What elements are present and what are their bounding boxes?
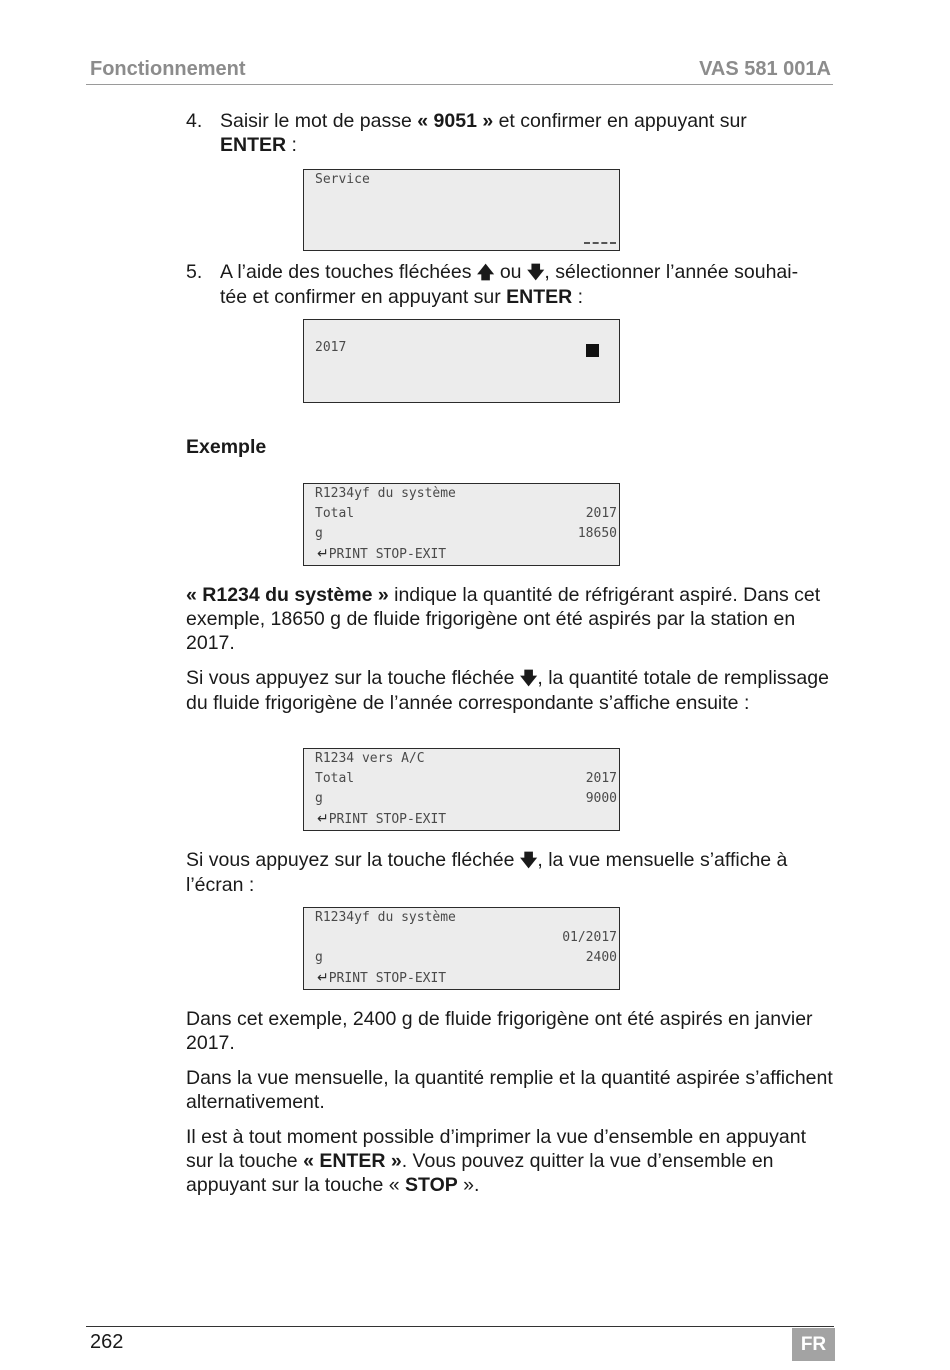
model-number: VAS 581 001A <box>699 58 831 80</box>
lcd-line <box>315 968 617 988</box>
down-arrow-icon: 🡇 <box>526 263 545 283</box>
lcd-label: Total <box>315 506 355 521</box>
lcd-label: g <box>315 791 323 806</box>
enter-return-icon: ↵ <box>317 970 329 986</box>
enter-key-label: ENTER <box>220 134 287 156</box>
lcd-line <box>315 948 617 968</box>
lcd-value: 2017 <box>585 771 617 786</box>
step-4-text <box>220 109 832 157</box>
lcd-label: g <box>315 950 323 965</box>
step-5-text-part: , sélectionner l’année souhai- <box>544 261 799 283</box>
stop-key-label: STOP <box>405 1174 458 1196</box>
lcd-value: 18650 <box>577 526 617 541</box>
lcd-value: 2400 <box>585 950 617 965</box>
lcd-line: R1234 vers A/C <box>315 751 425 766</box>
lcd-line <box>315 809 617 829</box>
paragraph-text: Si vous appuyez sur la touche fléchée <box>186 849 520 871</box>
step-4-number: 4. <box>186 110 203 132</box>
lcd-value: 01/2017 <box>562 930 617 945</box>
lcd-line <box>315 524 617 544</box>
lcd-month-screen <box>303 907 620 990</box>
step-5-text-part: tée et confirmer en appuyant sur <box>220 286 507 308</box>
lcd-softkeys: PRINT STOP-EXIT <box>328 971 447 986</box>
enter-return-icon: ↵ <box>317 546 329 562</box>
paragraph-text: Si vous appuyez sur la touche fléchée <box>186 667 520 689</box>
step-5-text <box>220 260 832 309</box>
step-5-text-part: ou <box>494 261 527 283</box>
language-badge: FR <box>792 1328 835 1361</box>
lcd-line: Service <box>315 172 370 187</box>
lcd-line <box>315 544 617 564</box>
paragraph: Dans cet exemple, 2400 g de fluide frigorigène ont été aspirés en janvier 2017. <box>186 1008 813 1054</box>
enter-return-icon: ↵ <box>317 811 329 827</box>
lcd-label: g <box>315 526 323 541</box>
paragraph-text: ». <box>457 1174 480 1196</box>
enter-key-label: ENTER <box>506 286 573 308</box>
step-4-text-part: et confirmer en appuyant sur <box>493 110 747 132</box>
lcd-label: Total <box>315 771 355 786</box>
password-entry-placeholder <box>584 242 616 244</box>
step-5-text-part: A l’aide des touches fléchées <box>220 261 477 283</box>
paragraph-text: . Vous pouvez quitter la vue d’ensemble en appuyant sur la touche « <box>186 1150 774 1196</box>
header-divider <box>86 84 833 85</box>
paragraph-text: Il est à tout moment possible d’imprimer la vue d’ensemble en appuyant sur la touche <box>186 1126 806 1172</box>
lcd-ac-screen <box>303 748 620 831</box>
enter-key-label: « ENTER » <box>303 1150 402 1172</box>
footer-divider <box>86 1326 834 1327</box>
paragraph <box>186 848 836 897</box>
lcd-line <box>315 504 617 524</box>
lcd-service-screen <box>303 169 620 251</box>
step-4-text-part: : <box>286 134 297 156</box>
password-value: « 9051 » <box>417 110 494 132</box>
lcd-softkeys: PRINT STOP-EXIT <box>328 812 447 827</box>
section-title: Fonctionnement <box>90 58 246 80</box>
paragraph <box>186 583 836 655</box>
up-arrow-icon: 🡅 <box>476 263 495 283</box>
step-5-text-part: : <box>572 286 584 308</box>
lcd-line: R1234yf du système <box>315 910 456 925</box>
lcd-line: 2017 <box>315 340 347 355</box>
lcd-system-screen <box>303 483 620 566</box>
paragraph <box>186 666 836 715</box>
down-arrow-icon: 🡇 <box>519 669 538 689</box>
paragraph-text: , la vue mensuelle s’affiche à l’écran : <box>186 849 788 896</box>
system-label: « R1234 du système » <box>186 584 389 606</box>
lcd-line <box>315 928 617 948</box>
step-4-text-part: Saisir le mot de passe <box>220 110 418 132</box>
lcd-line <box>315 769 617 789</box>
lcd-softkeys: PRINT STOP-EXIT <box>328 547 447 562</box>
down-arrow-icon: 🡇 <box>519 851 538 871</box>
lcd-line <box>315 789 617 809</box>
lcd-line: R1234yf du système <box>315 486 456 501</box>
cursor-block-icon <box>586 344 599 357</box>
paragraph <box>186 1125 836 1197</box>
paragraph: Dans la vue mensuelle, la quantité remplie et la quantité aspirée s’affichent alternativement. <box>186 1067 833 1113</box>
paragraph-text: indique la quantité de réfrigérant aspiré. Dans cet exemple, 18650 g de fluide frigorigène ont été aspirés par la station en 2017. <box>186 584 821 654</box>
lcd-year-screen <box>303 319 620 403</box>
step-5-number: 5. <box>186 261 203 283</box>
paragraph-text: , la quantité totale de remplissage du fluide frigorigène de l’année correspondante s’affiche ensuite : <box>186 667 829 714</box>
example-heading: Exemple <box>186 436 267 458</box>
page-number: 262 <box>90 1331 124 1353</box>
lcd-value: 2017 <box>585 506 617 521</box>
lcd-value: 9000 <box>585 791 617 806</box>
